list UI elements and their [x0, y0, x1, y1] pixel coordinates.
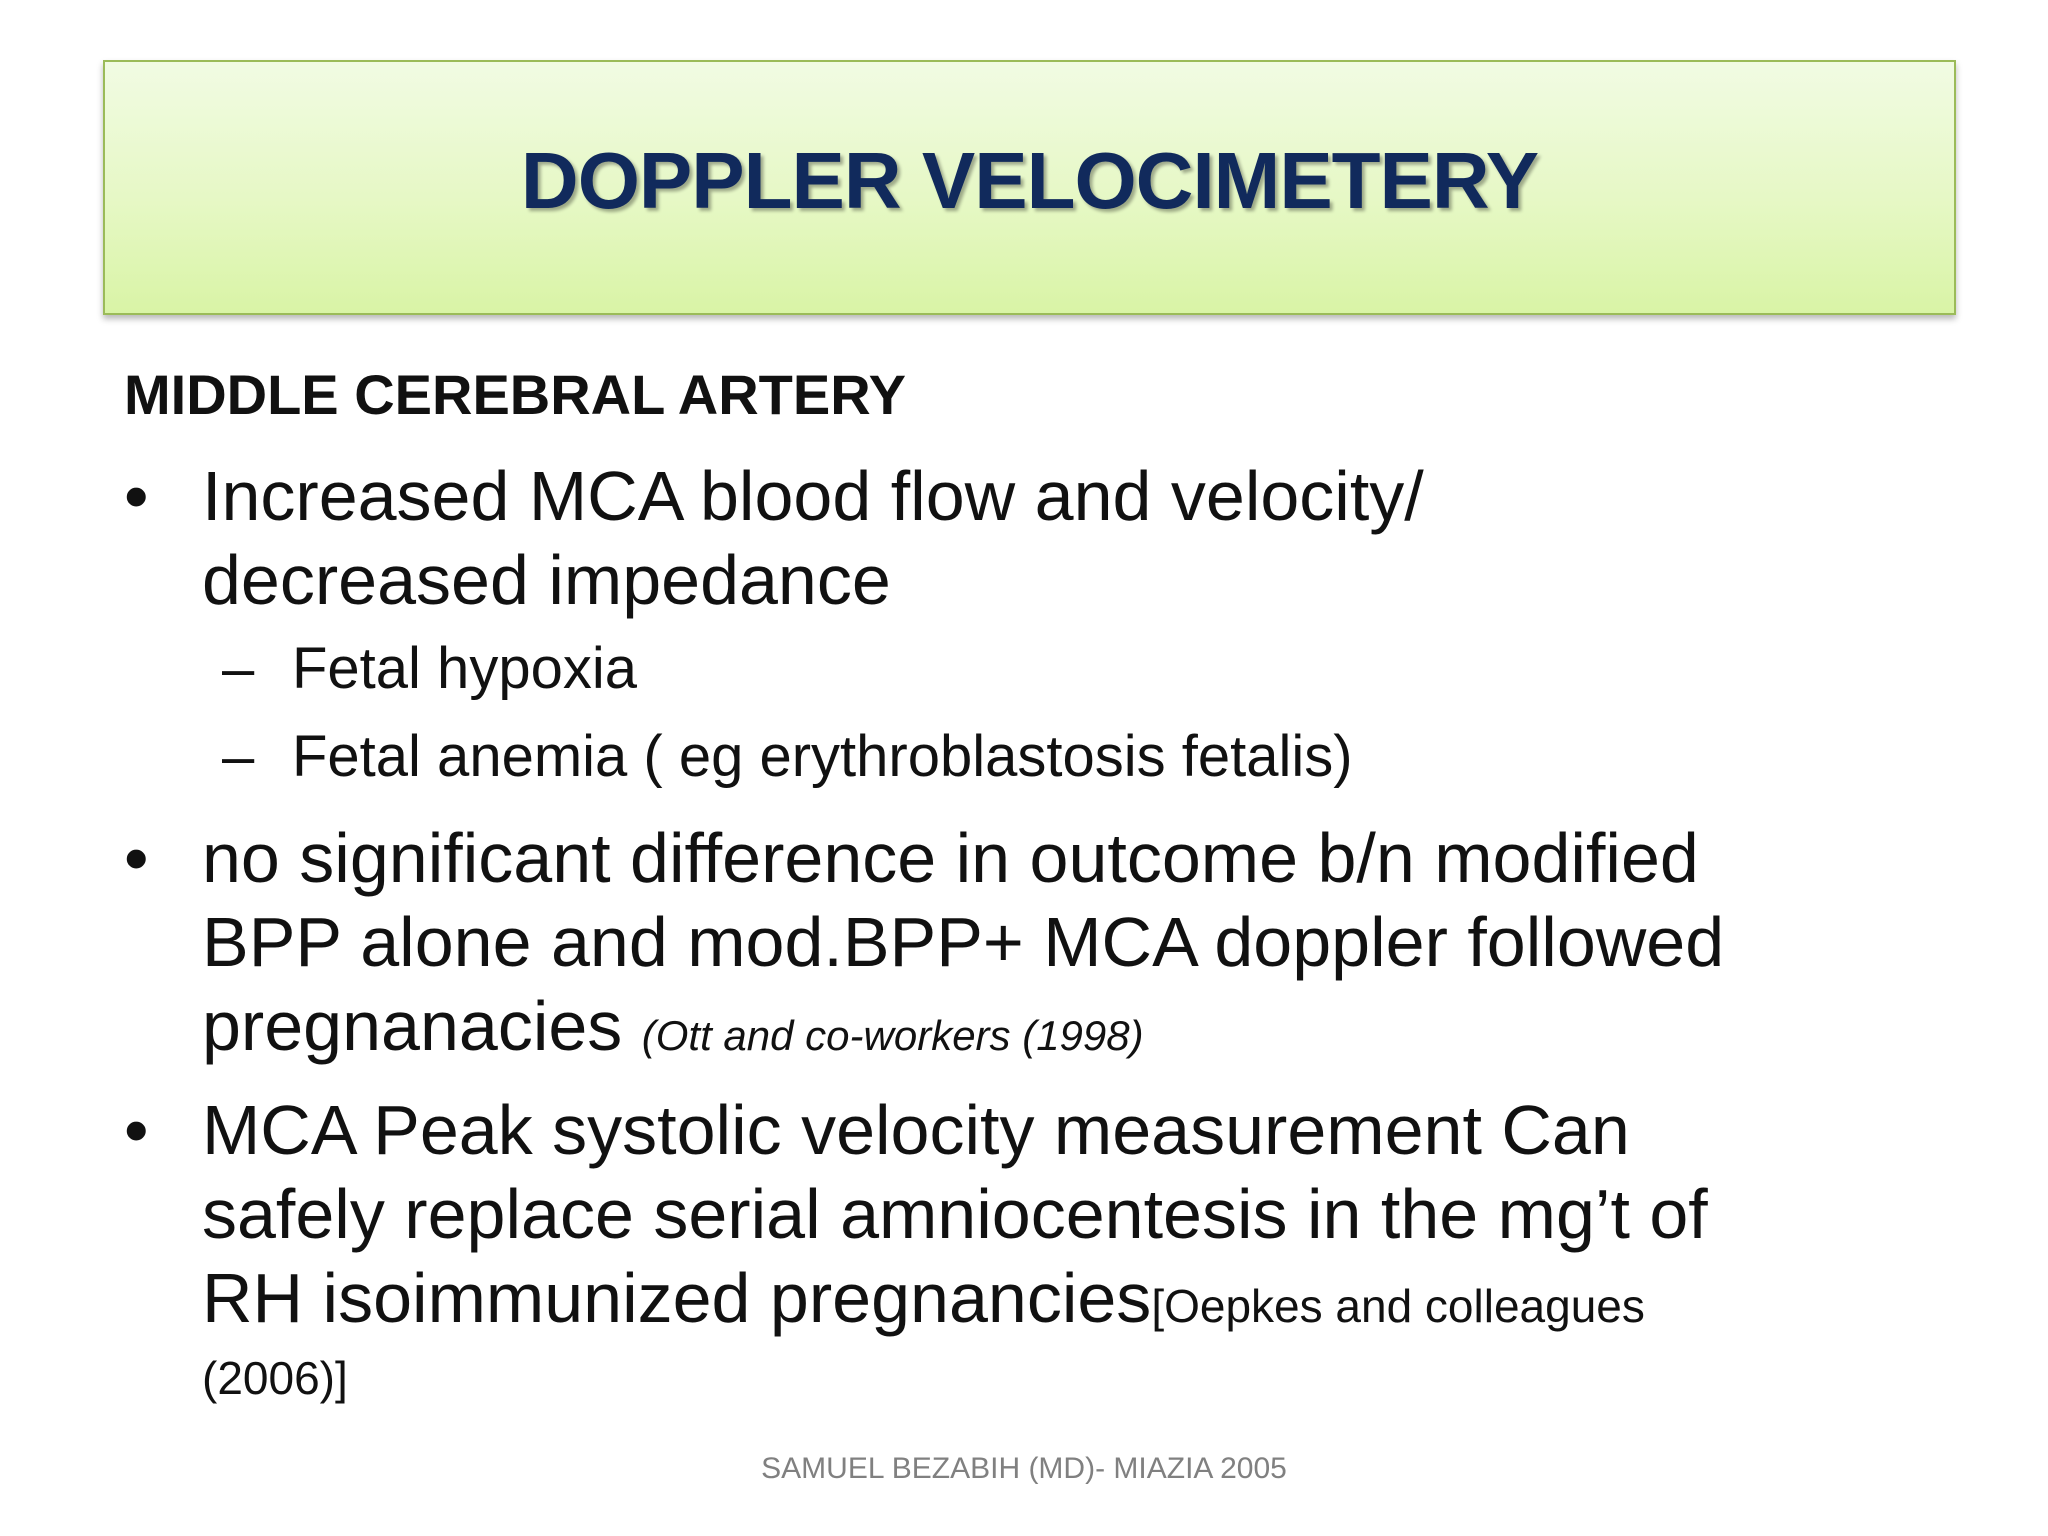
bullet-line: MCA Peak systolic velocity measurement Can	[202, 1091, 1630, 1169]
sub-item-1	[222, 634, 637, 704]
sub-item-text: Fetal anemia ( eg erythroblastosis fetalis)	[292, 724, 1353, 789]
dash-icon: –	[222, 724, 255, 789]
bullet-line: safely replace serial amniocentesis in the mg’t of	[202, 1175, 1708, 1253]
sub-item-2	[222, 722, 1353, 792]
bullet-text	[202, 454, 1424, 622]
bullet-line: no significant difference in outcome b/n modified	[202, 819, 1699, 897]
citation-continued: (2006)]	[202, 1352, 348, 1404]
bullet-line: pregnanacies	[202, 987, 623, 1065]
bullet-text	[202, 1088, 1708, 1432]
bullet-line: RH isoimmunized pregnancies	[202, 1259, 1152, 1337]
bullet-line: decreased impedance	[202, 541, 891, 619]
bullet-text	[202, 816, 1724, 1078]
bullet-line: BPP alone and mod.BPP+ MCA doppler followed	[202, 903, 1725, 981]
sub-item-text: Fetal hypoxia	[292, 636, 637, 701]
title-box	[103, 60, 1956, 315]
bullet-icon: •	[124, 1091, 149, 1169]
citation: (Ott and co-workers (1998)	[641, 1012, 1144, 1059]
footer: SAMUEL BEZABIH (MD)- MIAZIA 2005	[761, 1452, 1287, 1485]
slide-title: DOPPLER VELOCIMETERY	[520, 135, 1539, 225]
citation: [Oepkes and colleagues	[1151, 1280, 1645, 1332]
bullet-icon: •	[124, 457, 149, 535]
bullet-icon: •	[124, 819, 149, 897]
dash-icon: –	[222, 636, 255, 701]
bullet-line: Increased MCA blood flow and velocity/	[202, 457, 1424, 535]
section-heading: MIDDLE CEREBRAL ARTERY	[124, 363, 906, 426]
